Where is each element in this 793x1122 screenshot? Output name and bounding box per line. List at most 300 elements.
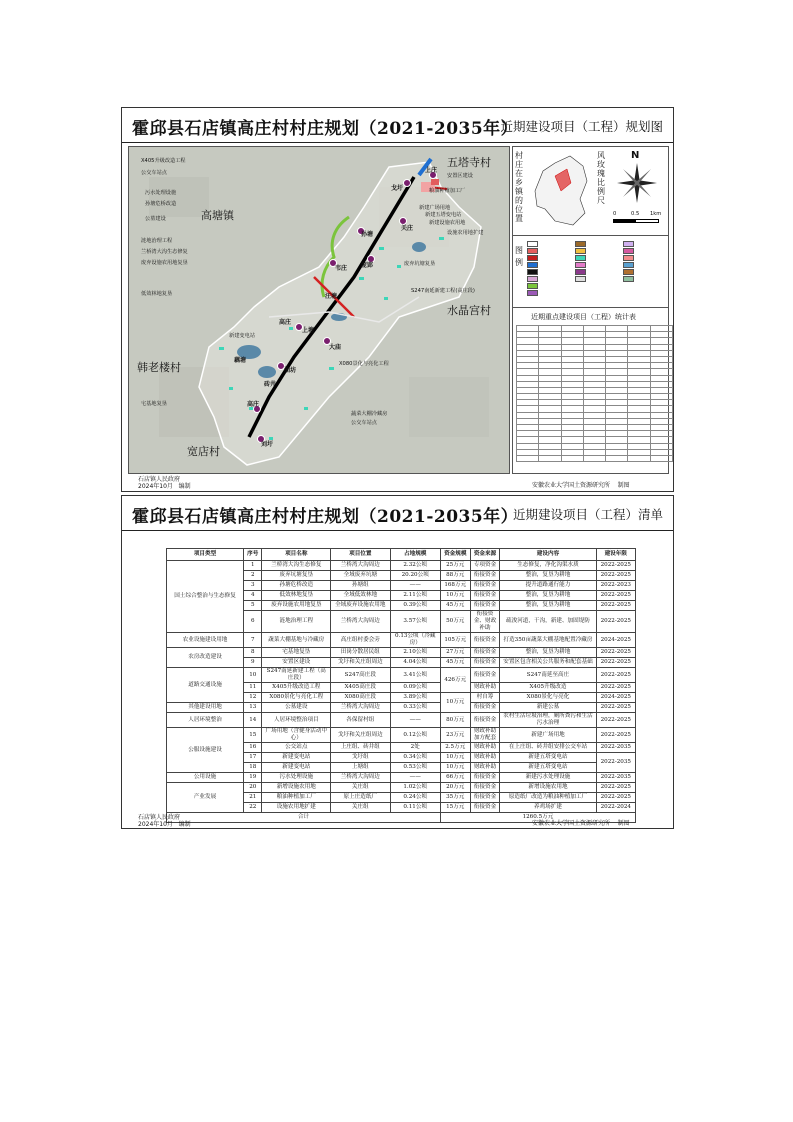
- table-cell-src: 衔接资金: [470, 783, 500, 793]
- table-cell-area: 0.53公顷: [390, 763, 440, 773]
- mini-table-cell: [561, 455, 583, 461]
- table-cell-fund: 45万元: [440, 601, 470, 611]
- table-cell-fund: 88万元: [440, 571, 470, 581]
- sheet1-title-bar: [122, 108, 673, 143]
- legend-swatch: [575, 248, 586, 254]
- table-cell-area: 0.39公顷: [390, 601, 440, 611]
- table-cell-area: 1.02公顷: [390, 783, 440, 793]
- callout-label: 粮油种植加工厂: [429, 188, 466, 194]
- table-cell-name: X080景化与亮化工程: [262, 693, 331, 703]
- neighbor-label-gaotang: 高塘镇: [201, 209, 234, 222]
- col-header: 项目位置: [331, 549, 390, 561]
- mini-table-cell: [628, 455, 650, 461]
- mini-table-cell: [517, 455, 539, 461]
- callout-label: 废弃坑塘复垦: [404, 261, 436, 267]
- table-row: [167, 648, 636, 658]
- scale-end: 1km: [650, 211, 662, 217]
- sheet1-footer-right: [532, 480, 630, 489]
- table-cell-loc: X080高庄段: [331, 693, 390, 703]
- place-name: 大庙: [329, 344, 342, 351]
- place-name: 上庄: [425, 167, 438, 174]
- table-cell-content: 整治，复垦为耕地: [500, 591, 596, 601]
- table-cell-loc: 原上庄造纸厂: [331, 793, 390, 803]
- table-cell-year: 2022-2024: [596, 803, 635, 813]
- table-cell-year: 2022-2025: [596, 793, 635, 803]
- place-name: 关庄: [401, 225, 414, 232]
- table-cell-no: 7: [244, 633, 262, 648]
- table-cell-content: 新建广场用地: [500, 728, 596, 743]
- callout-label: 公墓建设: [145, 216, 166, 222]
- mini-table-cell: [539, 455, 561, 461]
- footer-make: 制图: [617, 820, 630, 827]
- table-cell-area: 0.33公顷: [390, 703, 440, 713]
- legend-swatch: [527, 276, 538, 282]
- total-label: 合计: [167, 813, 441, 823]
- table-cell-area: 0.13公顷（冷藏房）: [390, 633, 440, 648]
- table-cell-year: 2022-2025: [596, 591, 635, 601]
- callout-label: 蔬菜大棚冷藏房: [351, 411, 388, 417]
- table-row: [167, 728, 636, 743]
- project-type-cell: 农业设施建设用地: [167, 633, 244, 648]
- legend-swatch: [623, 276, 634, 282]
- table-cell-no: 21: [244, 793, 262, 803]
- callout-label: 新建五塔变电站: [425, 212, 462, 218]
- table-cell-src: 衔接资金: [470, 571, 500, 581]
- table-cell-no: 17: [244, 753, 262, 763]
- table-cell-year: 2022-2035: [596, 753, 635, 773]
- table-cell-content: 整治，复垦为耕地: [500, 648, 596, 658]
- table-cell-src: 财政补助加方配套: [470, 728, 500, 743]
- table-cell-content: 打造350亩蔬菜大棚基地配置冷藏房: [500, 633, 596, 648]
- sheet2-title: 霍邱县石店镇高庄村村庄规划（2021-2035年）: [132, 507, 519, 527]
- table-cell-area: 3.89公顷: [390, 693, 440, 703]
- table-cell-fund: 25万元: [440, 561, 470, 571]
- panel-divider: [513, 235, 668, 236]
- table-cell-year: 2022-2025: [596, 648, 635, 658]
- table-cell-fund: 80万元: [440, 713, 470, 728]
- table-cell-area: 3.41公顷: [390, 668, 440, 683]
- table-row: [167, 561, 636, 571]
- table-cell-loc: 上塘组: [331, 763, 390, 773]
- callout-label: 新建设施农用地: [429, 220, 466, 226]
- project-table-header: [167, 549, 636, 561]
- footer-edit: 编制: [178, 483, 191, 490]
- table-cell-content: X405升级改造: [500, 683, 596, 693]
- place-name: 刘圩: [261, 441, 274, 448]
- table-cell-name: 粮油种植加工厂: [262, 793, 331, 803]
- table-cell-src: 衔接资金: [470, 703, 500, 713]
- table-cell-fund: 168万元: [440, 581, 470, 591]
- project-type-cell: 国土综合整治与生态修复: [167, 561, 244, 633]
- wind-rose-label: 风玫瑰比例尺: [597, 151, 605, 205]
- table-cell-content: 新建污水处理设施: [500, 773, 596, 783]
- legend-swatch: [575, 269, 586, 275]
- table-cell-fund: 10万元: [440, 591, 470, 601]
- callout-label: 设施农用地扩建: [447, 230, 484, 236]
- table-cell-fund: 45万元: [440, 658, 470, 668]
- footer-edit: 编制: [178, 821, 191, 828]
- table-cell-name: X405升级改造工程: [262, 683, 331, 693]
- table-cell-loc: 上庄组、砖井组: [331, 743, 390, 753]
- col-header: 序号: [244, 549, 262, 561]
- table-cell-year: 2022-2025: [596, 658, 635, 668]
- table-cell-content: 新增设施农用地: [500, 783, 596, 793]
- neighbor-label-hanlaolou: 韩老楼村: [137, 361, 181, 374]
- table-cell-content: 新建五塔变电站: [500, 763, 596, 773]
- table-cell-no: 2: [244, 571, 262, 581]
- project-type-cell: 农房改造建设: [167, 648, 244, 668]
- footer-make: 制图: [617, 482, 630, 489]
- table-cell-no: 20: [244, 783, 262, 793]
- mini-table-cell: [583, 455, 605, 461]
- table-cell-src: 专项资金: [470, 561, 500, 571]
- col-header: 项目名称: [262, 549, 331, 561]
- table-cell-src: 衔接资金: [470, 633, 500, 648]
- table-cell-loc: X405高庄段: [331, 683, 390, 693]
- table-cell-year: 2022-2025: [596, 703, 635, 713]
- table-cell-no: 18: [244, 763, 262, 773]
- total-value: 1260.5万元: [440, 813, 635, 823]
- table-cell-no: 4: [244, 591, 262, 601]
- planning-map: [128, 146, 510, 474]
- table-cell-loc: 兰桥湾大沟周边: [331, 561, 390, 571]
- legend-swatch: [527, 269, 538, 275]
- scale-mid: 0.5: [631, 211, 640, 217]
- table-cell-loc: 戈圩组: [331, 753, 390, 763]
- legend-swatch: [527, 241, 538, 247]
- legend-swatch: [575, 241, 586, 247]
- table-cell-name: 新增设施农用地: [262, 783, 331, 793]
- table-cell-src: 衔接资金: [470, 658, 500, 668]
- table-cell-name: 污水处理设施: [262, 773, 331, 783]
- table-cell-name: 新建变电站: [262, 763, 331, 773]
- project-type-cell: 其他建设用地: [167, 703, 244, 713]
- table-cell-area: 20.20公顷: [390, 571, 440, 581]
- table-cell-content: 在上庄组、砖井组安排公交车站: [500, 743, 596, 753]
- table-cell-fund: 2.5万元: [440, 743, 470, 753]
- callout-label: 低效林地复垦: [141, 291, 173, 297]
- table-cell-no: 10: [244, 668, 262, 683]
- table-cell-src: 衔接资金: [470, 668, 500, 683]
- location-inset-map: [525, 151, 595, 231]
- table-cell-loc: 戈圩和关庄组周边: [331, 728, 390, 743]
- map-side-panel: [512, 146, 669, 474]
- legend-swatch: [623, 248, 634, 254]
- table-cell-year: 2022-2025: [596, 601, 635, 611]
- table-cell-no: 1: [244, 561, 262, 571]
- table-cell-area: 2.11公顷: [390, 591, 440, 601]
- table-cell-content: 整治，复垦为耕地: [500, 601, 596, 611]
- table-cell-no: 12: [244, 693, 262, 703]
- table-row: [167, 633, 636, 648]
- table-cell-name: 安置区建设: [262, 658, 331, 668]
- table-cell-src: 财政补助: [470, 753, 500, 763]
- table-cell-area: 3.57公顷: [390, 611, 440, 633]
- table-cell-src: 财政补助: [470, 743, 500, 753]
- col-header: 资金来源: [470, 549, 500, 561]
- table-cell-loc: 兰桥湾大沟周边: [331, 773, 390, 783]
- table-cell-name: 设施农用地扩建: [262, 803, 331, 813]
- project-list-sheet: [121, 495, 674, 829]
- table-cell-name: 孙塘危桥改造: [262, 581, 331, 591]
- mini-table-cell: [606, 455, 628, 461]
- table-cell-fund: 66万元: [440, 773, 470, 783]
- legend-swatch: [575, 276, 586, 282]
- table-cell-loc: 孙塘组: [331, 581, 390, 591]
- footer-date: 2024年10月: [138, 483, 173, 490]
- callout-label: 孙塘危桥改造: [145, 201, 177, 207]
- table-cell-fund: 15万元: [440, 803, 470, 813]
- callout-label: 公交车站点: [351, 420, 377, 426]
- table-row: [167, 668, 636, 683]
- callout-label: 涟地治理工程: [141, 238, 173, 244]
- legend-swatch: [527, 262, 538, 268]
- table-cell-content: 生态修复，净化沟渠水质: [500, 561, 596, 571]
- table-cell-no: 16: [244, 743, 262, 753]
- legend-swatch: [527, 248, 538, 254]
- table-cell-content: 新建公墓: [500, 703, 596, 713]
- table-cell-area: 0.09公顷: [390, 683, 440, 693]
- table-cell-src: 衔接资金: [470, 581, 500, 591]
- legend-swatch: [623, 269, 634, 275]
- table-cell-name: 宅基地复垦: [262, 648, 331, 658]
- place-name: 砖井: [264, 381, 277, 388]
- place-name: 戈圩: [391, 185, 404, 192]
- table-cell-year: 2024-2025: [596, 693, 635, 703]
- table-cell-name: 新建变电站: [262, 753, 331, 763]
- table-cell-content: S247南延至高庄: [500, 668, 596, 683]
- sheet1-title: 霍邱县石店镇高庄村村庄规划（2021-2035年）: [132, 119, 519, 139]
- table-cell-loc: 关庄组: [331, 803, 390, 813]
- table-cell-loc: 全域废弃设施农用地: [331, 601, 390, 611]
- table-cell-area: 2处: [390, 743, 440, 753]
- north-arrow-label: N: [631, 150, 640, 161]
- legend-swatch: [623, 262, 634, 268]
- table-cell-area: 0.34公顷: [390, 753, 440, 763]
- table-cell-content: 提升道路通行能力: [500, 581, 596, 591]
- callout-label: 宅基地复垦: [141, 401, 167, 407]
- table-cell-loc: 关庄组: [331, 783, 390, 793]
- table-cell-area: 0.12公顷: [390, 728, 440, 743]
- project-type-cell: 人居环境整治: [167, 713, 244, 728]
- table-cell-loc: 高庄组村委会旁: [331, 633, 390, 648]
- project-table: [166, 548, 636, 823]
- table-cell-name: 蔬菜大棚基地与冷藏房: [262, 633, 331, 648]
- table-cell-name: 低效林地复垦: [262, 591, 331, 601]
- table-cell-year: 2022-2025: [596, 561, 635, 571]
- place-name: 庞郢: [361, 262, 374, 269]
- sheet1-subtitle: 近期建设项目（工程）规划图: [500, 119, 663, 134]
- table-cell-year: 2022-2025: [596, 571, 635, 581]
- table-cell-name: 公交站点: [262, 743, 331, 753]
- table-cell-name: S247南延新建工程（高庄段）: [262, 668, 331, 683]
- table-cell-name: 公墓建设: [262, 703, 331, 713]
- table-cell-content: 原造纸厂改造为粮油种植加工厂: [500, 793, 596, 803]
- callout-label: 新建变电站: [229, 333, 255, 339]
- table-cell-src: 衔接资金: [470, 591, 500, 601]
- stats-title: 近期重点建设项目（工程）统计表: [531, 313, 636, 321]
- table-cell-fund: 27万元: [440, 648, 470, 658]
- table-cell-area: 0.24公顷: [390, 793, 440, 803]
- table-cell-fund: 105万元: [440, 633, 470, 648]
- table-cell-year: 2022-2025: [596, 783, 635, 793]
- project-type-cell: 道路交通设施: [167, 668, 244, 703]
- footer-institute: 安徽农业大学国土资源研究所: [532, 482, 611, 489]
- table-cell-src: 村自筹: [470, 693, 500, 703]
- table-cell-content: X080景化与亮化: [500, 693, 596, 703]
- callout-label: 新建广场用地: [419, 205, 451, 211]
- table-cell-year: 2022-2035: [596, 773, 635, 783]
- sheet1-footer-left: [138, 476, 191, 490]
- table-cell-src: 财政补助: [470, 763, 500, 773]
- table-cell-content: 养鸡场扩建: [500, 803, 596, 813]
- table-cell-fund: 10万元: [440, 753, 470, 763]
- callout-label: X405升级改造工程: [141, 158, 186, 164]
- place-name: 高庄: [279, 319, 292, 326]
- table-cell-src: 衔接资金: [470, 803, 500, 813]
- table-cell-src: 财政补助: [470, 683, 500, 693]
- planning-map-sheet: [121, 107, 674, 492]
- table-cell-name: 兰桥湾大沟生态修复: [262, 561, 331, 571]
- col-header: 项目类型: [167, 549, 244, 561]
- table-cell-no: 8: [244, 648, 262, 658]
- scale-bar: [613, 219, 659, 223]
- project-type-cell: 产业发展: [167, 783, 244, 813]
- legend-label: 图例: [515, 246, 523, 267]
- table-cell-name: 涟地治理工程: [262, 611, 331, 633]
- table-cell-content: 整治，复垦为耕地: [500, 571, 596, 581]
- place-name: 孙塘: [361, 231, 374, 238]
- mini-table-cell: [650, 455, 672, 461]
- table-cell-area: ——: [390, 773, 440, 783]
- neighbor-label-shuijinggong: 水晶宫村: [447, 304, 491, 317]
- table-cell-loc: 全域废弃坑塘: [331, 571, 390, 581]
- table-cell-no: 22: [244, 803, 262, 813]
- legend-grid: [527, 239, 667, 303]
- wind-rose-icon: [617, 163, 657, 203]
- table-cell-content: 新建五塔变电站: [500, 753, 596, 763]
- table-cell-fund: 10万元: [440, 763, 470, 773]
- neighbor-label-kuandian: 宽店村: [187, 445, 220, 458]
- table-cell-area: ——: [390, 713, 440, 728]
- table-cell-loc: 兰桥湾大沟周边: [331, 611, 390, 633]
- sheet2-subtitle: 近期建设项目（工程）清单: [512, 507, 663, 522]
- table-cell-fund: 35万元: [440, 793, 470, 803]
- col-header: 建设内容: [500, 549, 596, 561]
- table-cell-fund: 426万元: [440, 668, 470, 693]
- footer-org: 石店镇人民政府: [138, 814, 181, 821]
- village-marker: [403, 179, 411, 187]
- table-row: [167, 703, 636, 713]
- table-cell-year: 2022-2025: [596, 713, 635, 728]
- neighbor-label-wutasi: 五塔寺村: [447, 156, 491, 169]
- place-name: 油坊: [284, 367, 297, 374]
- legend-swatch: [623, 255, 634, 261]
- table-cell-fund: 10万元: [440, 693, 470, 713]
- panel-divider-2: [513, 307, 668, 308]
- sheet2-footer-left: [138, 814, 191, 828]
- table-cell-area: 2.32公顷: [390, 561, 440, 571]
- scale-0: 0: [613, 211, 617, 217]
- location-label: 村庄在乡镇的位置: [515, 151, 523, 223]
- table-cell-no: 19: [244, 773, 262, 783]
- sheet2-title-bar: [122, 496, 673, 531]
- legend-swatch: [575, 255, 586, 261]
- place-name: 汪塘: [325, 293, 338, 300]
- table-cell-no: 6: [244, 611, 262, 633]
- table-cell-loc: S247高庄段: [331, 668, 390, 683]
- footer-date: 2024年10月: [138, 821, 173, 828]
- table-cell-year: 2022-2025: [596, 728, 635, 743]
- footer-org: 石店镇人民政府: [138, 476, 181, 483]
- table-cell-area: 4.04公顷: [390, 658, 440, 668]
- table-cell-no: 14: [244, 713, 262, 728]
- callout-label: S247南延新建工程(高庄段): [411, 288, 475, 294]
- callout-label: 安置区建设: [447, 173, 473, 179]
- table-cell-loc: 兰桥湾大沟周边: [331, 703, 390, 713]
- table-row: [167, 773, 636, 783]
- table-cell-loc: 全域低效林地: [331, 591, 390, 601]
- col-header: 资金规模: [440, 549, 470, 561]
- stats-mini-table: [516, 325, 673, 462]
- table-cell-fund: 20万元: [440, 783, 470, 793]
- table-cell-loc: 田岗分散居民组: [331, 648, 390, 658]
- project-type-cell: 公服设施建设: [167, 728, 244, 773]
- legend-swatch: [527, 290, 538, 296]
- table-cell-content: 安置区包含相关公共服务和配套基础: [500, 658, 596, 668]
- col-header: 占地规模: [390, 549, 440, 561]
- table-cell-name: 废弃设施农用地复垦: [262, 601, 331, 611]
- col-header: 建设年限: [596, 549, 635, 561]
- callout-label: 废弃设施农用地复垦: [141, 260, 188, 266]
- table-cell-src: 衔接资金、财政补助: [470, 611, 500, 633]
- table-cell-area: 2.10公顷: [390, 648, 440, 658]
- table-cell-content: 疏浚河道，干沟，新建、加固堤防: [500, 611, 596, 633]
- callout-label: X080景化与亮化工程: [339, 361, 389, 367]
- project-type-cell: 公用设施: [167, 773, 244, 783]
- table-row: [167, 713, 636, 728]
- table-cell-no: 3: [244, 581, 262, 591]
- place-name: 高庄: [247, 401, 260, 408]
- table-cell-area: ——: [390, 581, 440, 591]
- table-cell-src: 衔接资金: [470, 713, 500, 728]
- table-cell-year: 2022-2035: [596, 743, 635, 753]
- table-cell-year: 2024-2025: [596, 633, 635, 648]
- table-cell-src: 衔接资金: [470, 793, 500, 803]
- table-cell-name: 废弃坑塘复垦: [262, 571, 331, 581]
- table-cell-content: 农村生活垃圾治理，厕所粪污和生活污水治理: [500, 713, 596, 728]
- table-cell-src: 衔接资金: [470, 601, 500, 611]
- table-cell-no: 9: [244, 658, 262, 668]
- footer-institute: 安徽农业大学国土资源研究所: [532, 820, 611, 827]
- table-cell-no: 13: [244, 703, 262, 713]
- place-name: 藕塘: [234, 357, 247, 364]
- table-cell-name: 广场用地（含健身活动中心）: [262, 728, 331, 743]
- table-cell-src: 衔接资金: [470, 648, 500, 658]
- table-row: [167, 783, 636, 793]
- legend-swatch: [527, 255, 538, 261]
- callout-label: 污水处理设施: [145, 190, 177, 196]
- legend-swatch: [575, 262, 586, 268]
- table-cell-no: 15: [244, 728, 262, 743]
- place-name: 韦庄: [335, 265, 348, 272]
- sheet2-footer-right: [532, 818, 630, 827]
- mini-table-row: [517, 455, 673, 461]
- place-name: 上塘: [302, 327, 315, 334]
- table-cell-area: 0.11公顷: [390, 803, 440, 813]
- table-cell-year: 2022-2023: [596, 581, 635, 591]
- callout-label: 公交车站点: [141, 170, 167, 176]
